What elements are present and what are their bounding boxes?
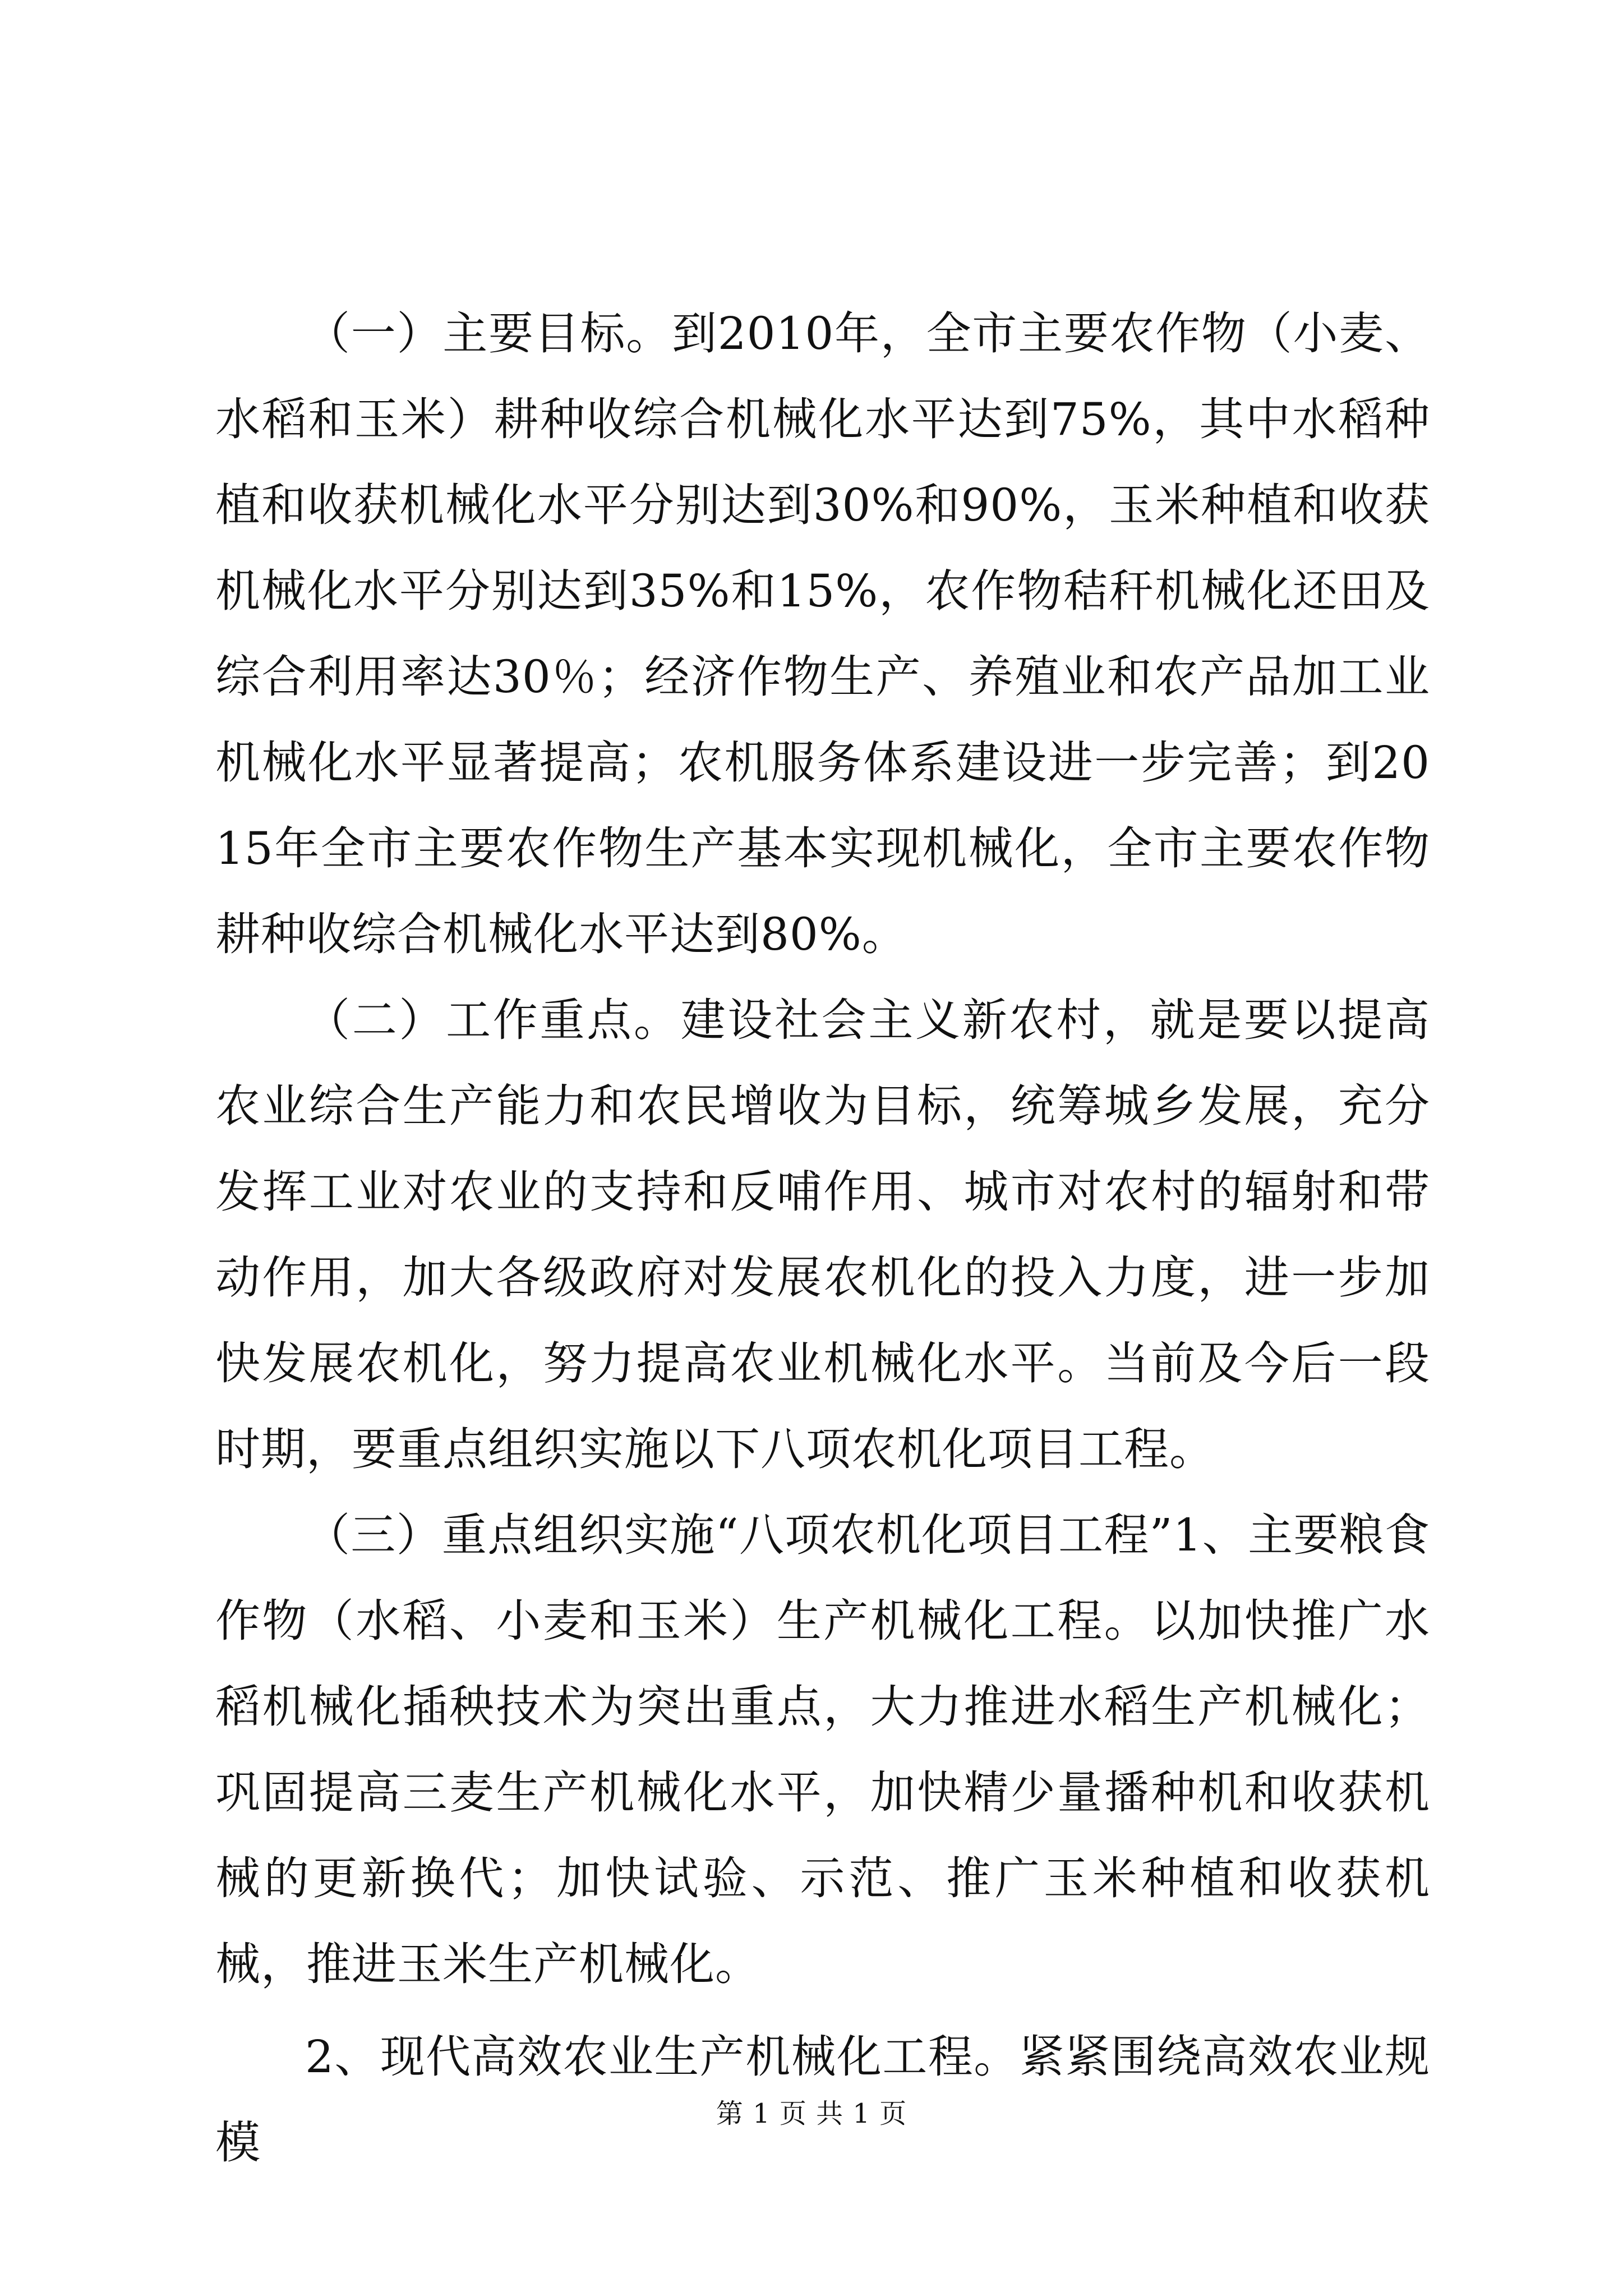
- document-body: [215, 291, 1430, 2185]
- paragraph-modern-agriculture: 2、现代高效农业生产机械化工程。紧紧围绕高效农业规模: [215, 2031, 1430, 2169]
- paragraph-main-goals: （一）主要目标。到2010年，全市主要农作物（小麦、水稻和玉米）耕种收综合机械化水平达到75%，其中水稻种植和收获机械化水平分别达到30%和90%，玉米种植和收获机械化水平分别达到35%和15%，农作物秸秆机械化还田及综合利用率达30％；经济作物生产、养殖业和农产品加工业机械化水平显著提高；农机服务体系建设进一步完善；到2015年全市主要农作物生产基本实现机械化，全市主要农作物耕种收综合机械化水平达到80%。: [215, 307, 1430, 960]
- paragraph-eight-projects: （三）重点组织实施“八项农机化项目工程”1、主要粮食作物（水稻、小麦和玉米）生产机械化工程。以加快推广水稻机械化插秧技术为突出重点，大力推进水稻生产机械化；巩固提高三麦生产机械化水平，加快精少量播种机和收获机械的更新换代；加快试验、示范、推广玉米种植和收获机械，推进玉米生产机械化。: [215, 1509, 1430, 1990]
- page-footer: 第 1 页 共 1 页: [716, 2098, 907, 2129]
- paragraph-work-focus: （二）工作重点。建设社会主义新农村，就是要以提高农业综合生产能力和农民增收为目标，统筹城乡发展，充分发挥工业对农业的支持和反哺作用、城市对农村的辐射和带动作用，加大各级政府对发展农机化的投入力度，进一步加快发展农机化，努力提高农业机械化水平。当前及今后一段时期，要重点组织实施以下八项农机化项目工程。: [215, 994, 1430, 1475]
